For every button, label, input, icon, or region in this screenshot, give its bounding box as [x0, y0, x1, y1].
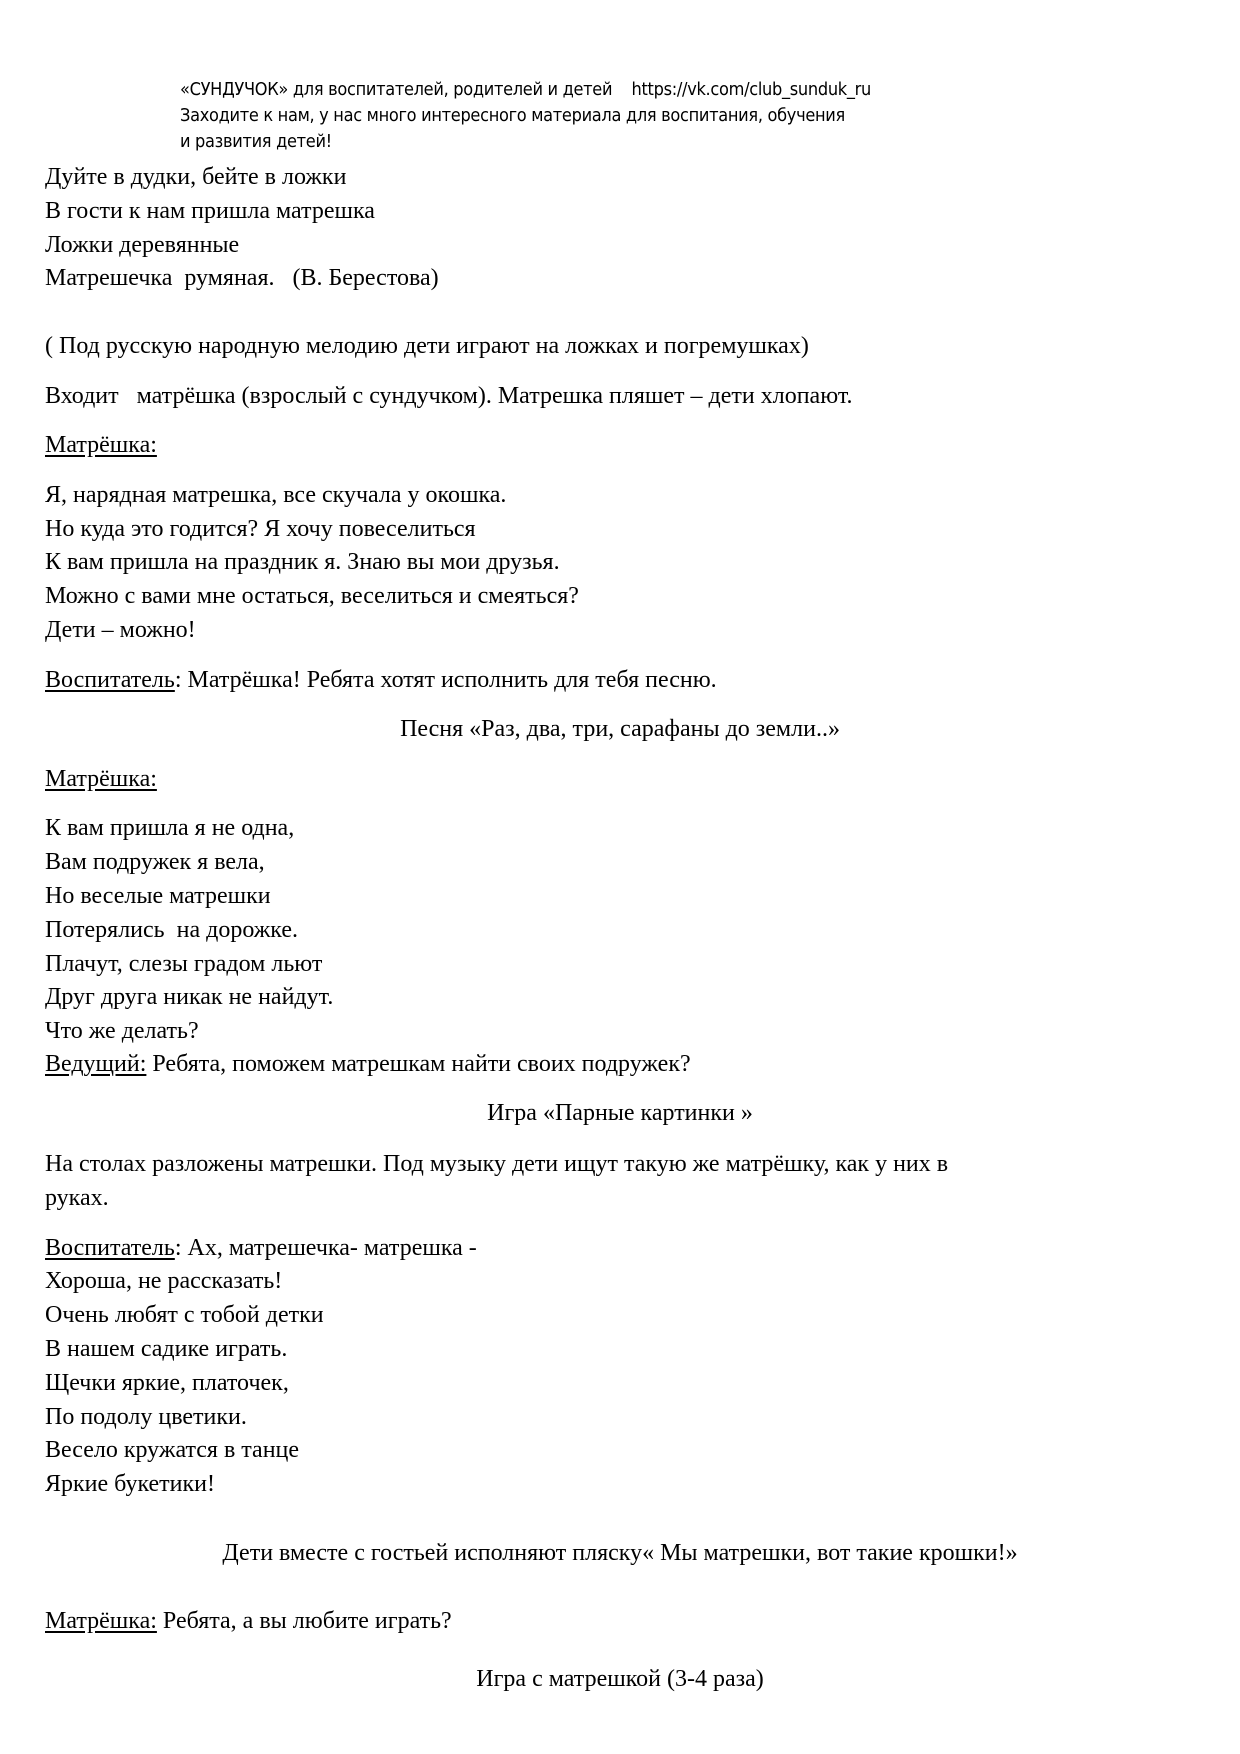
- text-line: [45, 765, 157, 793]
- text-line: [45, 515, 476, 543]
- text-line: [45, 382, 853, 410]
- line-text: : Ах, матрешечка- матрешка -: [174, 1235, 477, 1261]
- text-line: [45, 983, 333, 1011]
- text-line: [45, 1267, 282, 1295]
- line-text: Вам подружек я вела,: [45, 849, 265, 875]
- speaker-label: Матрёшка:: [45, 766, 157, 792]
- line-text: Но куда это годится? Я хочу повеселиться: [45, 516, 476, 542]
- line-text: Дети – можно!: [45, 617, 196, 643]
- line-text: Ребята, а вы любите играть?: [156, 1608, 452, 1634]
- line-text: На столах разложены матрешки. Под музыку дети ищут такую же матрёшку, как у них в: [45, 1151, 949, 1177]
- line-text: Матрешечка румяная. (В. Берестова): [45, 265, 439, 291]
- line-text: Друг друга никак не найдут.: [45, 984, 334, 1010]
- text-line: [45, 548, 560, 576]
- line-text: Игра с матрешкой (3-4 раза): [476, 1666, 764, 1692]
- line-text: Весело кружатся в танце: [45, 1437, 300, 1463]
- centered-heading: [0, 715, 1240, 743]
- text-line: [45, 848, 265, 876]
- line-text: Что же делать?: [45, 1018, 199, 1044]
- speaker-label: Воспитатель: [45, 667, 175, 693]
- text-line: [45, 1150, 948, 1178]
- line-text: Потерялись на дорожке.: [45, 917, 299, 943]
- text-line: [45, 264, 439, 292]
- text-line: [45, 882, 271, 910]
- text-line: [45, 1607, 452, 1635]
- line-text: Входит матрёшка (взрослый с сундучком). Матрешка пляшет – дети хлопают.: [45, 383, 853, 409]
- text-line: [45, 616, 196, 644]
- text-line: [45, 814, 294, 842]
- line-text: Но веселые матрешки: [45, 883, 271, 909]
- line-text: Ребята, поможем матрешкам найти своих подружек?: [146, 1051, 691, 1077]
- centered-heading: [0, 1539, 1240, 1567]
- text-line: [45, 431, 157, 459]
- speaker-label: Воспитатель: [45, 1235, 175, 1261]
- text-line: [45, 163, 346, 191]
- text-line: [45, 481, 506, 509]
- header-line-3: и развития детей!: [180, 131, 332, 152]
- line-text: Дети вместе с гостьей исполняют пляску« Мы матрешки, вот такие крошки!»: [222, 1540, 1018, 1566]
- header-line-1: «СУНДУЧОК» для воспитателей, родителей и детей https://vk.com/club_sunduk_ru: [180, 79, 872, 100]
- text-line: [45, 916, 298, 944]
- text-line: [45, 1470, 215, 1498]
- speaker-label: Матрёшка:: [45, 1608, 157, 1634]
- text-line: [45, 1369, 289, 1397]
- line-text: В нашем садике играть.: [45, 1336, 288, 1362]
- line-text: Ложки деревянные: [45, 232, 240, 258]
- text-line: [45, 1436, 299, 1464]
- line-text: ( Под русскую народную мелодию дети играют на ложках и погремушках): [45, 333, 809, 359]
- line-text: Хороша, не рассказать!: [45, 1268, 283, 1294]
- line-text: Яркие букетики!: [45, 1471, 216, 1497]
- line-text: В гости к нам пришла матрешка: [45, 198, 375, 224]
- text-line: [45, 666, 717, 694]
- text-line: [45, 582, 579, 610]
- text-line: [45, 1335, 287, 1363]
- speaker-label: Ведущий:: [45, 1051, 147, 1077]
- line-text: Дуйте в дудки, бейте в ложки: [45, 164, 347, 190]
- text-line: [45, 231, 239, 259]
- text-line: [45, 1017, 199, 1045]
- text-line: [45, 1184, 109, 1212]
- line-text: Очень любят с тобой детки: [45, 1302, 324, 1328]
- text-line: [45, 1050, 691, 1078]
- line-text: По подолу цветики.: [45, 1404, 247, 1430]
- line-text: Щечки яркие, платочек,: [45, 1370, 289, 1396]
- line-text: К вам пришла я не одна,: [45, 815, 295, 841]
- line-text: Я, нарядная матрешка, все скучала у окошка.: [45, 482, 507, 508]
- line-text: Можно с вами мне остаться, веселиться и смеяться?: [45, 583, 579, 609]
- centered-heading: [0, 1099, 1240, 1127]
- text-line: [45, 1403, 247, 1431]
- text-line: [45, 1234, 477, 1262]
- text-line: [45, 197, 375, 225]
- text-line: [45, 332, 809, 360]
- text-line: [45, 1301, 324, 1329]
- line-text: К вам пришла на праздник я. Знаю вы мои друзья.: [45, 549, 560, 575]
- text-line: [45, 950, 322, 978]
- line-text: : Матрёшка! Ребята хотят исполнить для тебя песню.: [174, 667, 717, 693]
- centered-heading: [0, 1665, 1240, 1693]
- line-text: Игра «Парные картинки »: [487, 1100, 753, 1126]
- line-text: руках.: [45, 1185, 109, 1211]
- header-line-2: Заходите к нам, у нас много интересного материала для воспитания, обучения: [180, 105, 845, 126]
- line-text: Песня «Раз, два, три, сарафаны до земли..»: [400, 716, 840, 742]
- speaker-label: Матрёшка:: [45, 432, 157, 458]
- line-text: Плачут, слезы градом льют: [45, 951, 323, 977]
